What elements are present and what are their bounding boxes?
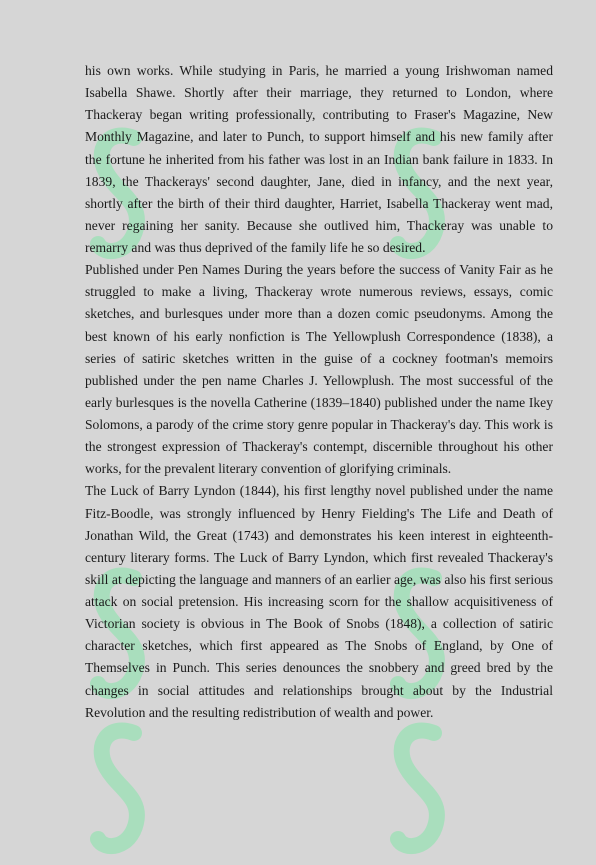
paragraph-barry-lyndon: The Luck of Barry Lyndon (1844), his first lengthy novel published under the name Fitz-Boodle, was strongly influenced by Henry Fielding's The Life and Death of Jonathan Wild, the Great (1743) and demonstrates his keen interest in eighteenth-century literary forms. The Luck of Barry Lyndon, which first revealed Thackeray's skill at depicting the language and manners of an earlier age, was also his first serious attack on social pretension. His increasing scorn for the shallow acquisitiveness of Victorian society is obvious in The Book of Snobs (1848), a collection of satiric character sketches, which first appeared as The Snobs of England, by One of Themselves in Punch. This series denounces the snobbery and greed bred by the changes in social attitudes and relationships brought about by the Industrial Revolution and the resulting redistribution of wealth and power. bbox=[85, 483, 553, 720]
paragraph-family-life: his own works. While studying in Paris, he married a young Irishwoman named Isabella Shawe. Shortly after their marriage, they returned to London, where Thackeray began writing professionally, contributing to Fraser's Magazine, New Monthly Magazine, and later to Punch, to support himself and his new family after the fortune he inherited from his father was lost in an Indian bank failure in 1833. In 1839, the Thackerays' second daughter, Jane, died in infancy, and the next year, shortly after the birth of their third daughter, Harriet, Isabella Thackeray went mad, never regaining her sanity. Because she outlived him, Thackeray was unable to remarry and was thus deprived of the family life he so desired. bbox=[85, 63, 553, 255]
watermark-s-icon bbox=[88, 715, 148, 865]
document-body bbox=[85, 60, 553, 724]
paragraph-pen-names: Published under Pen Names During the years before the success of Vanity Fair as he struggled to make a living, Thackeray wrote numerous reviews, essays, comic sketches, and burlesques under more than a dozen comic pseudonyms. Among the best known of his early nonfiction is The Yellowplush Correspondence (1838), a series of satiric sketches written in the guise of a cockney footman's memoirs published under the pen name Charles J. Yellowplush. The most successful of the early burlesques is the novella Catherine (1839–1840) published under the name Ikey Solomons, a parody of the crime story genre popular in Thackeray's day. This work is the strongest expression of Thackeray's contempt, discernible throughout his other works, for the prevalent literary convention of glorifying criminals. bbox=[85, 262, 553, 477]
watermark-s-icon bbox=[388, 715, 448, 865]
